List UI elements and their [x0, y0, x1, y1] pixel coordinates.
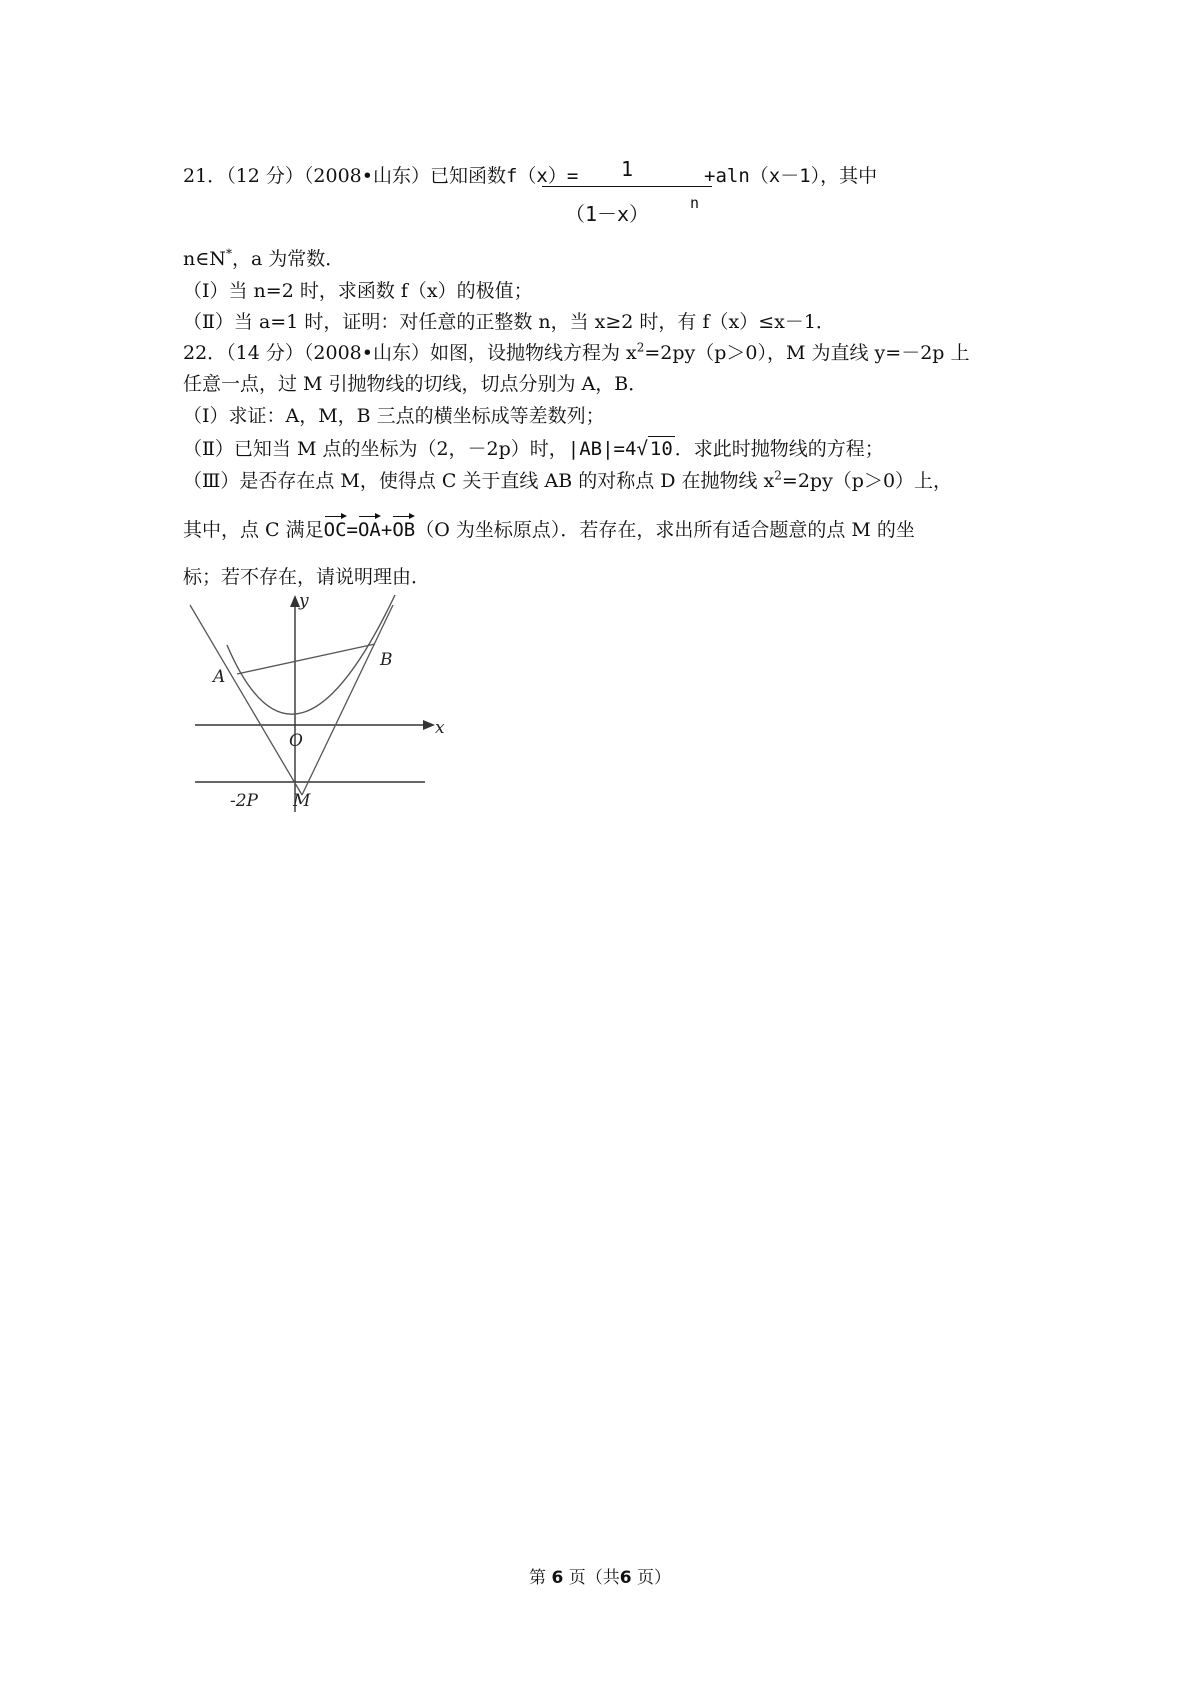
q22-line1	[183, 341, 970, 365]
q22-sqrt-sign: √	[636, 438, 648, 460]
q21-part2: （Ⅱ）当 a=1 时，证明：对任意的正整数 n，当 x≥2 时，有 f（x）≤x－1．	[183, 311, 835, 333]
q22-part2-a: （Ⅱ）已知当 M 点的坐标为（2，－2p）时，	[183, 438, 568, 460]
vector-oa: OA	[357, 519, 381, 541]
chord-ab	[237, 644, 375, 674]
q21-lead: 已知函数	[429, 165, 506, 187]
q21-score: （12 分）	[226, 165, 304, 187]
q22-line-last: 标；若不存在，请说明理由．	[183, 566, 431, 588]
q22-line2: 任意一点，过 M 引抛物线的切线，切点分别为 A，B．	[183, 373, 648, 395]
q22-line-c-a: 其中，点 C 满足	[183, 519, 324, 541]
q21-fraction	[542, 157, 712, 227]
q21-exponent: n	[690, 194, 700, 212]
label-b: B	[380, 650, 393, 670]
q22-line1-b: =2py（p＞0），M 为直线 y=－2p 上	[644, 342, 970, 364]
q21-numerator: 1	[620, 157, 634, 181]
q22-part3-a: （Ⅲ）是否存在点 M，使得点 C 关于直线 AB 的对称点 D 在抛物线 x	[183, 470, 775, 492]
vector-ob: OB	[392, 519, 416, 541]
q21-line2-a: n∈N	[183, 248, 226, 270]
footer-pre: 第	[529, 1568, 547, 1588]
q21-line1-tail	[704, 164, 877, 188]
footer-post: 页）	[636, 1568, 671, 1588]
q21-tail-fn: +aln（x－1）	[704, 165, 821, 187]
label-m: M	[293, 791, 311, 811]
q21-fx: f（x）=	[505, 165, 579, 187]
label-y: y	[299, 591, 309, 611]
page-footer	[0, 1563, 1200, 1588]
q21-part1: （Ⅰ）当 n=2 时，求函数 f（x）的极值；	[183, 280, 533, 302]
q22-part2	[183, 436, 884, 461]
q22-abs-ab: |AB|=4	[567, 438, 637, 460]
q22-part3	[183, 469, 952, 493]
q21-fraction-bar	[542, 186, 712, 187]
label-x: x	[435, 718, 445, 738]
q21-number: 21．	[183, 165, 227, 187]
label-a: A	[213, 667, 226, 687]
q22-eq-sign: =	[346, 519, 358, 541]
q22-sqrt-radicand: 10	[649, 438, 673, 460]
vector-oc: OC	[323, 519, 347, 541]
q22-part2-b: ．求此时抛物线的方程；	[674, 438, 884, 460]
footer-page-number: 6	[551, 1568, 564, 1588]
q21-tail-text: ，其中	[820, 165, 878, 187]
q21-line1	[183, 164, 578, 188]
x-axis-arrow	[423, 720, 435, 730]
q21-line2	[183, 247, 344, 271]
q21-line2-sup: *	[225, 246, 232, 261]
q22-plus-sign: +	[380, 519, 393, 541]
label-minus-2p: -2P	[230, 791, 258, 811]
footer-mid: 页（共	[568, 1568, 620, 1588]
parabola-figure	[185, 590, 445, 815]
q22-line1-a: 22．（14 分）（2008•山东）如图，设抛物线方程为 x	[183, 342, 637, 364]
q21-line2-b: ，a 为常数．	[231, 248, 345, 270]
tangent-line-b	[302, 605, 393, 795]
q21-source: （2008•山东）	[303, 165, 430, 187]
footer-total-pages: 6	[619, 1568, 632, 1588]
q22-line1-sup: 2	[636, 340, 645, 355]
label-o: O	[289, 731, 303, 751]
q22-part3-sup: 2	[774, 468, 782, 483]
tangent-line-a	[190, 605, 302, 795]
q21-denominator: （1－x）	[564, 202, 650, 226]
q22-line-c-b: （O 为坐标原点）．若存在，求出所有适合题意的点 M 的坐	[415, 519, 915, 541]
q22-part1: （Ⅰ）求证：A，M，B 三点的横坐标成等差数列；	[183, 405, 605, 427]
q22-line-c	[183, 518, 915, 542]
q22-part3-b: =2py（p＞0）上，	[781, 470, 953, 492]
